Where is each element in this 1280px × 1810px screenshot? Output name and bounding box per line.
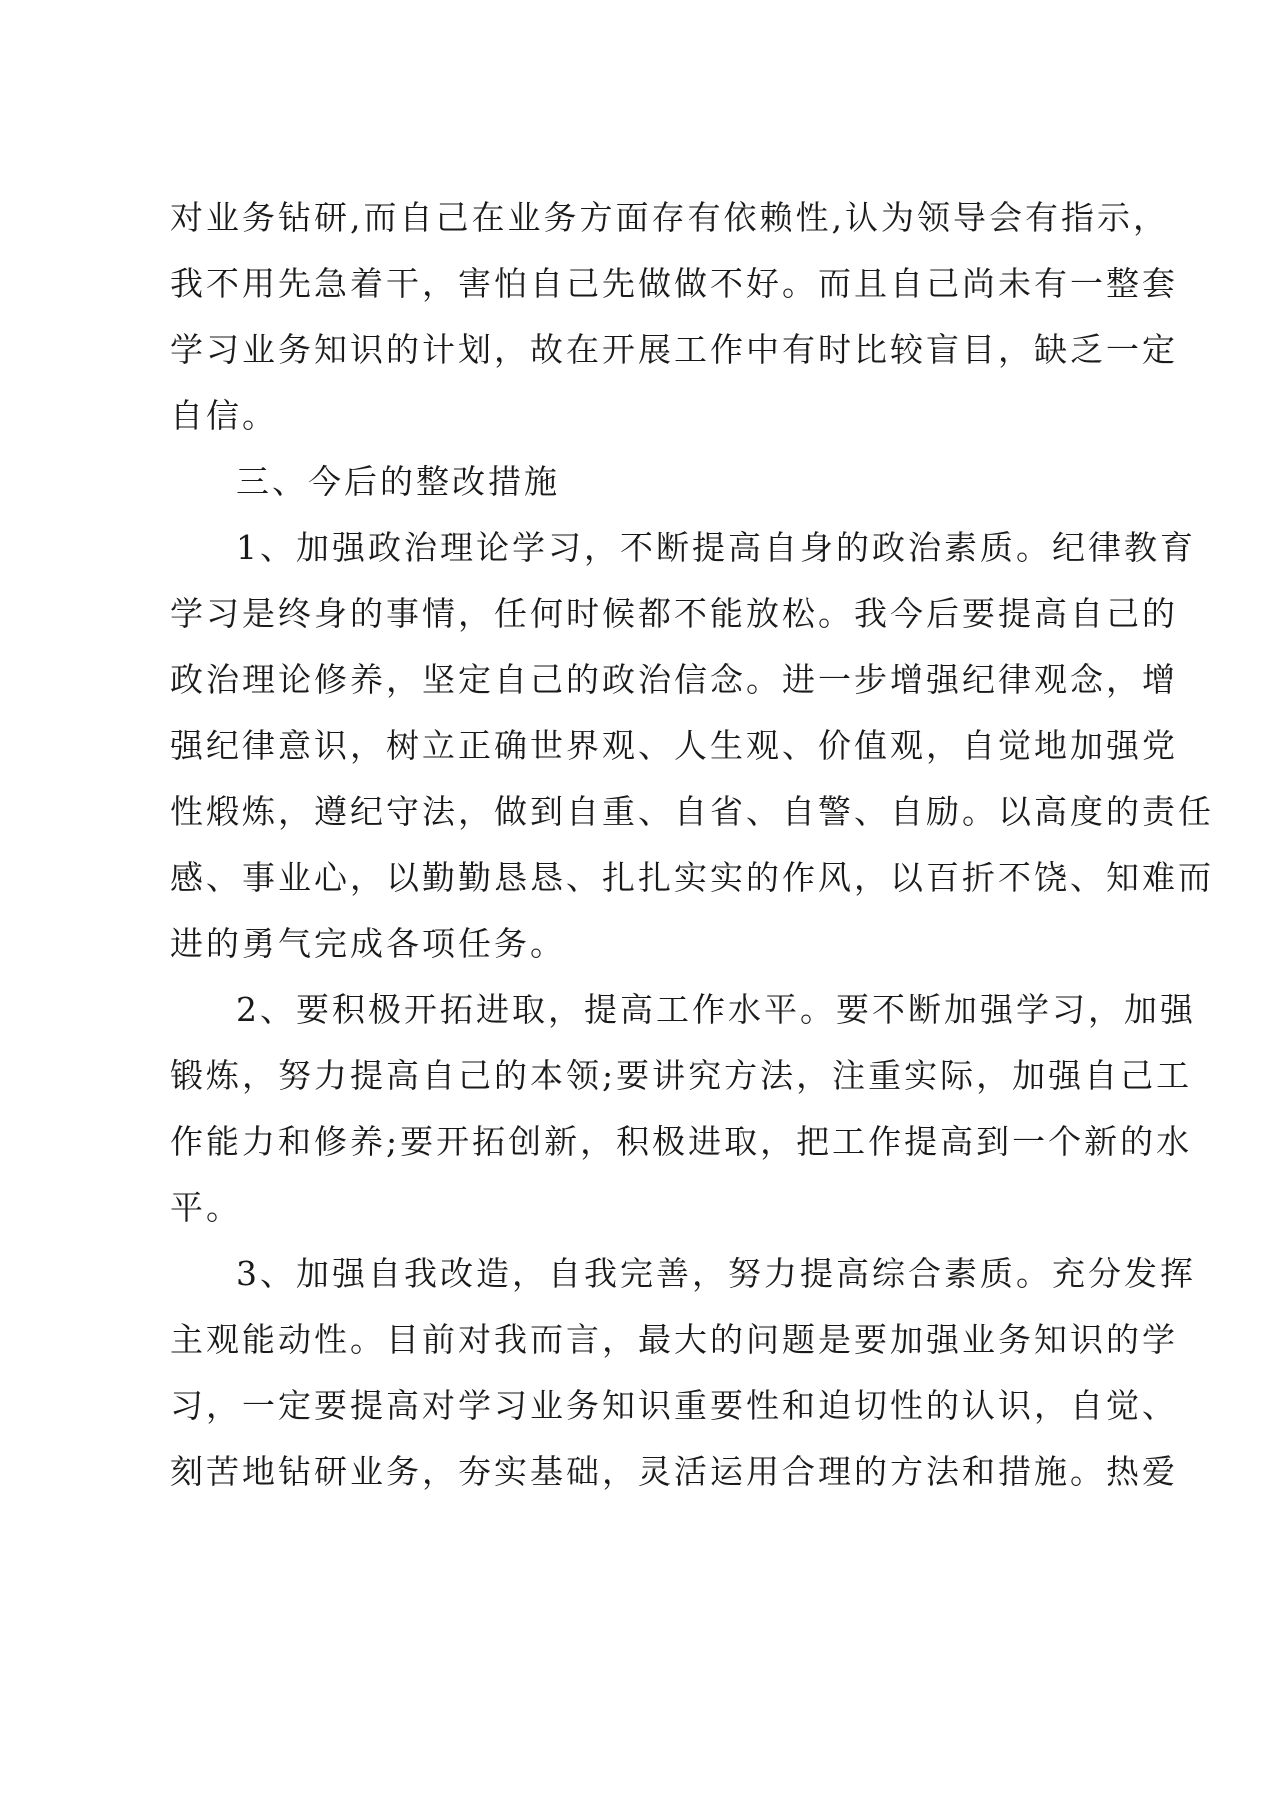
text-line: 学习业务知识的计划，故在开展工作中有时比较盲目，缺乏一定 [170, 330, 1178, 369]
text-line: 平。 [170, 1188, 242, 1227]
text-line: 习，一定要提高对学习业务知识重要性和迫切性的认识，自觉、 [170, 1386, 1178, 1425]
text-line: 1、加强政治理论学习，不断提高自身的政治素质。纪律教育 [236, 528, 1196, 567]
text-line: 感、事业心，以勤勤恳恳、扎扎实实的作风，以百折不饶、知难而 [170, 858, 1214, 897]
text-line: 政治理论修养，坚定自己的政治信念。进一步增强纪律观念，增 [170, 660, 1178, 699]
text-line: 3、加强自我改造，自我完善，努力提高综合素质。充分发挥 [236, 1254, 1196, 1293]
text-line: 对业务钻研,而自己在业务方面存有依赖性,认为领导会有指示， [170, 198, 1169, 237]
text-line: 进的勇气完成各项任务。 [170, 924, 566, 963]
text-line: 作能力和修养;要开拓创新，积极进取，把工作提高到一个新的水 [170, 1122, 1193, 1161]
text-line: 刻苦地钻研业务，夯实基础，灵活运用合理的方法和措施。热爱 [170, 1452, 1178, 1491]
text-line: 学习是终身的事情，任何时候都不能放松。我今后要提高自己的 [170, 594, 1178, 633]
text-line: 性煅炼，遵纪守法，做到自重、自省、自警、自励。以高度的责任 [170, 792, 1214, 831]
text-line: 2、要积极开拓进取，提高工作水平。要不断加强学习，加强 [236, 990, 1196, 1029]
text-line: 锻炼，努力提高自己的本领;要讲究方法，注重实际，加强自己工 [170, 1056, 1193, 1095]
text-line: 强纪律意识，树立正确世界观、人生观、价值观，自觉地加强党 [170, 726, 1178, 765]
section-heading: 三、今后的整改措施 [236, 462, 560, 501]
text-line: 我不用先急着干，害怕自己先做做不好。而且自己尚未有一整套 [170, 264, 1178, 303]
text-line: 主观能动性。目前对我而言，最大的问题是要加强业务知识的学 [170, 1320, 1178, 1359]
text-line: 自信。 [170, 396, 278, 435]
